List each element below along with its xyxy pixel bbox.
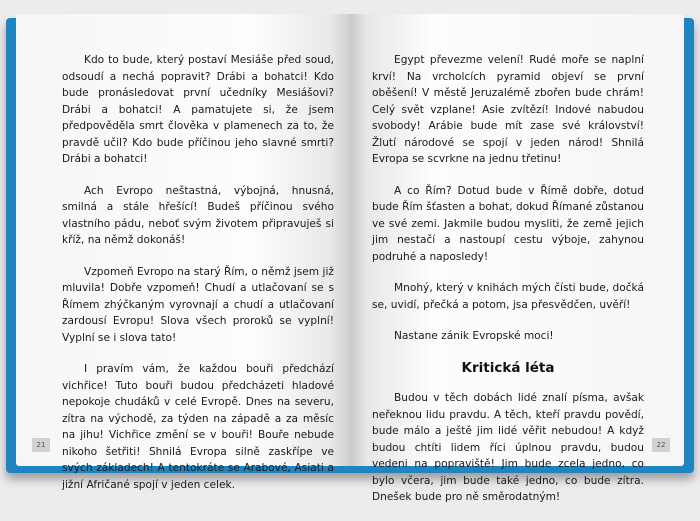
paragraph: Egypt převezme velení! Rudé moře se naplní krví! Na vrcholcích pyramid objeví se první oběšení! V městě Jeruzalémě zbořen bude chrám! Celý svět vzplane! Asie zvítězí! Indové nabudou svobody! Arábie bude mít zase své království! Žlutí národové se spojí v jeden národ! Shnilá Evropa se scvrkne na jednu třetinu! xyxy=(372,54,644,165)
section-heading: Kritická léta xyxy=(461,359,555,376)
page-number: 22 xyxy=(652,438,670,452)
paragraph: Ach Evropo neštastná, výbojná, hnusná, smilná a stále hřešící! Budeš příčinou svého vlastního pádu, neboť svým životem připravuješ si kříž, na němž dokonáš! xyxy=(62,184,334,246)
left-page xyxy=(16,14,350,491)
left-page-text xyxy=(62,52,334,508)
right-page-text xyxy=(372,52,644,521)
paragraph: A co Řím? Dotud bude v Římě dobře, dotud bude Řím šťasten a bohat, dokud Římané zůstanou ve své zemi. Jakmile budou mysliti, že země jejich jim nestačí a nastoupí cestu výboje, zahynou podruhé a naposledy! xyxy=(372,184,644,263)
paragraph: Nastane zánik Evropské moci! xyxy=(394,330,554,342)
paragraph: I pravím vám, že každou bouři předchází vichřice! Tuto bouři budou předcházeti hladové nepokoje chudáků v celé Evropě. Dnes na severu, zítra na východě, za týden na západě a za měsíc na jihu! Vichřice změní se v bouři! Bouře nebude nikoho šetřiti! Shnilá Evropa silně zaskřípe ve svých základech! A tentokráte se Arabové, Asiati a jižní Afričané spojí v jeden celek. xyxy=(62,363,334,491)
paragraph: Budou v těch dobách lidé znalí písma, avšak neřeknou lidu pravdu. A těch, kteří pravdu povědí, bude málo a ještě jim lidé věřit nebudou! A když budou chtíti lidem říci úplnou pravdu, budou vedeni na popraviště! Jim bude zcela jedno, co bylo včera, jim bude také jedno, co bude zítra. Dnešek bude pro ně směrodatným! xyxy=(372,392,644,503)
right-page xyxy=(350,14,684,503)
paragraph: Mnohý, který v knihách mých čísti bude, dočká se, uvidí, přečká a potom, jsa přesvědčen, uvěří! xyxy=(372,282,644,311)
paragraph: Kdo to bude, který postaví Mesiáše před soud, odsoudí a nechá popravit? Drábi a bohatci! Kdo bude pronásledovat první učedníky Mesiášovi? Drábi a bohatci! A pamatujete si, že jsem předpověděla smrt člověka v plamenech za to, že pravdě učil? Kdo bude příčinou jeho slavné smrti? Drábi a bohatci! xyxy=(62,54,334,165)
paragraph: Vzpomeň Evropo na starý Řím, o němž jsem již mluvila! Dobře vzpomeň! Chudí a utlačovaní se s Římem zhýčkaným vyrovnají a chudí a utlačovaní zardousí Evropu! Slova všech proroků se vyplní! Vyplní se i slova tato! xyxy=(62,265,334,344)
page-number: 21 xyxy=(32,438,50,452)
